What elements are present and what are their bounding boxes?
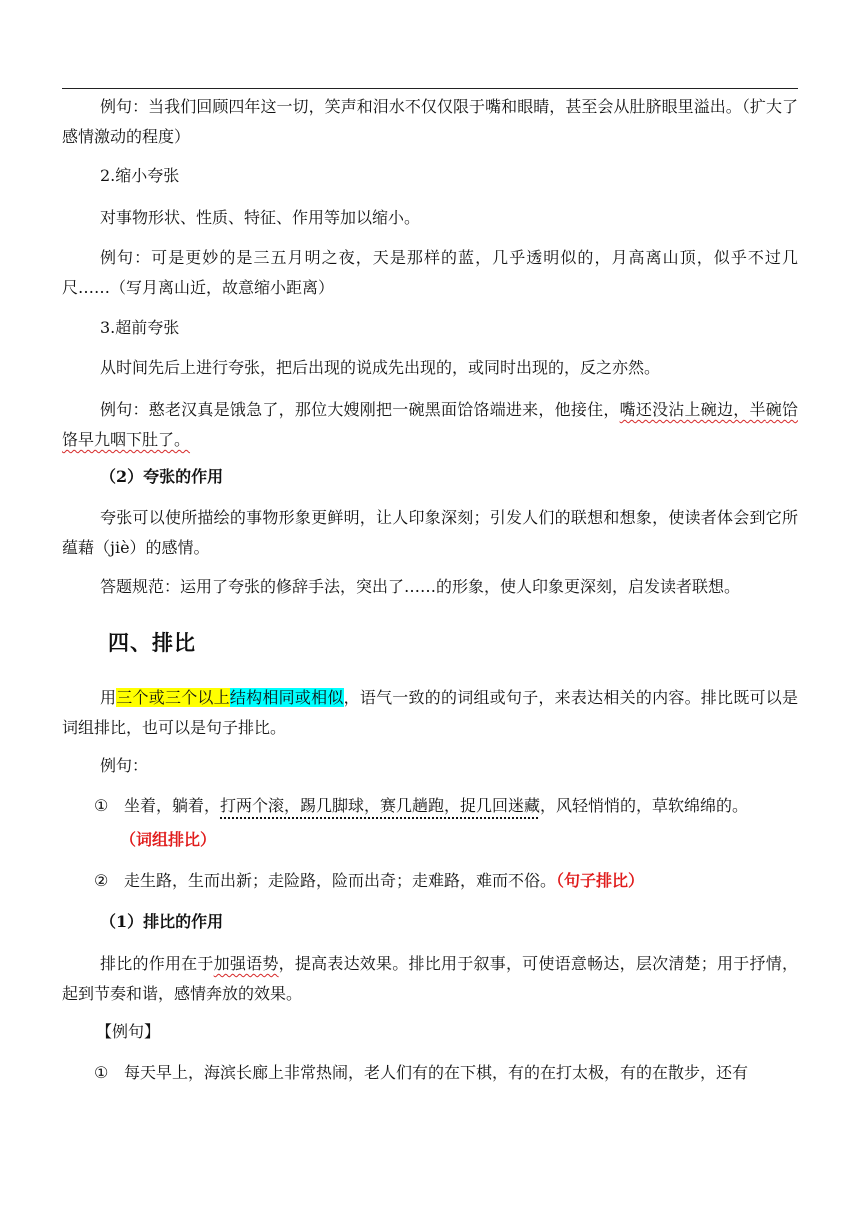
answer-norm: 答题规范：运用了夸张的修辞手法，突出了……的形象，使人印象更深刻，启发读者联想。 — [100, 577, 741, 596]
example-2 — [94, 866, 798, 896]
section-heading-parallelism: 四、排比 — [108, 630, 196, 655]
effect-text-parallelism — [62, 949, 798, 1009]
example-2-text: 走生路，生而出新；走险路，险而出奇；走难路，难而不俗。 — [124, 871, 557, 890]
example-1-tag: （词组排比） — [120, 830, 217, 849]
effect-title-exaggeration: （2）夸张的作用 — [100, 467, 224, 486]
advance-definition: 从时间先后上进行夸张，把后出现的说成先出现的，或同时出现的，反之亦然。 — [100, 358, 661, 377]
example-1-text: 坐着，躺着， — [124, 796, 221, 815]
document-page — [62, 0, 798, 1216]
definition-pre: 用 — [100, 688, 117, 707]
example-expand: 例句：当我们回顾四年这一切，笑声和泪水不仅仅限于嘴和眼睛，甚至会从肚脐眼里溢出。（扩大了感情激动的程度） — [62, 97, 798, 146]
effect-pre: 排比的作用在于 — [100, 954, 214, 973]
effect-emphasis: 加强语势 — [213, 954, 279, 973]
example-1-post: ，风轻悄悄的，草软绵绵的。 — [540, 796, 749, 815]
highlight-cyan: 结构相同或相似 — [229, 688, 344, 707]
example-1 — [94, 791, 798, 821]
examples-label: 例句： — [100, 756, 149, 775]
effect-post: ，提高表达效果。排比用于叙事，可使语意畅达，层次清楚；用于抒情，起到节奏和谐，感情奔放的效果。 — [62, 954, 798, 1003]
example-3-text: 每天早上，海滨长廊上非常热闹，老人们有的在下棋，有的在打太极，有的在散步，还有 — [124, 1063, 749, 1082]
example-2-number: ② — [94, 871, 109, 890]
example-1-number: ① — [94, 796, 109, 815]
example-bracket-label: 【例句】 — [96, 1022, 161, 1041]
example-2-tag: （句子排比） — [556, 871, 645, 890]
example-3 — [94, 1058, 798, 1088]
effect-text-exaggeration: 夸张可以使所描绘的事物形象更鲜明，让人印象深刻；引发人们的联想和想象，使读者体会到它所蕴藉（jiè）的感情。 — [62, 508, 798, 557]
example-3-number: ① — [94, 1063, 109, 1082]
shrink-definition: 对事物形状、性质、特征、作用等加以缩小。 — [100, 208, 421, 227]
section-title-shrink: 2.缩小夸张 — [100, 166, 180, 185]
effect-title-parallelism: （1）排比的作用 — [100, 912, 224, 931]
example-1-emphasis: 打两个滚，踢几脚球，赛几趟跑，捉几回迷藏 — [220, 796, 541, 815]
advance-example — [62, 395, 798, 455]
advance-example-text: 例句：憨老汉真是饿急了，那位大嫂刚把一碗黑面饸饹端进来，他接住， — [100, 400, 620, 419]
section-title-advance: 3.超前夸张 — [100, 318, 180, 337]
definition-post: ，语气一致的的词组或句子，来表达相关的内容。排比既可以是词组排比，也可以是句子排比。 — [62, 688, 798, 737]
header-rule — [62, 88, 798, 89]
advance-example-wavy-2: 碗饸饹早九咽下肚了。 — [62, 400, 798, 449]
advance-example-wavy-1: 嘴还没沾上碗边，半 — [619, 400, 766, 419]
shrink-example: 例句：可是更妙的是三五月明之夜，天是那样的蓝，几乎透明似的，月高离山顶，似乎不过几尺……（写月离山近，故意缩小距离） — [62, 248, 798, 297]
parallelism-definition — [62, 683, 798, 743]
highlight-yellow: 三个或三个以上 — [116, 688, 230, 707]
